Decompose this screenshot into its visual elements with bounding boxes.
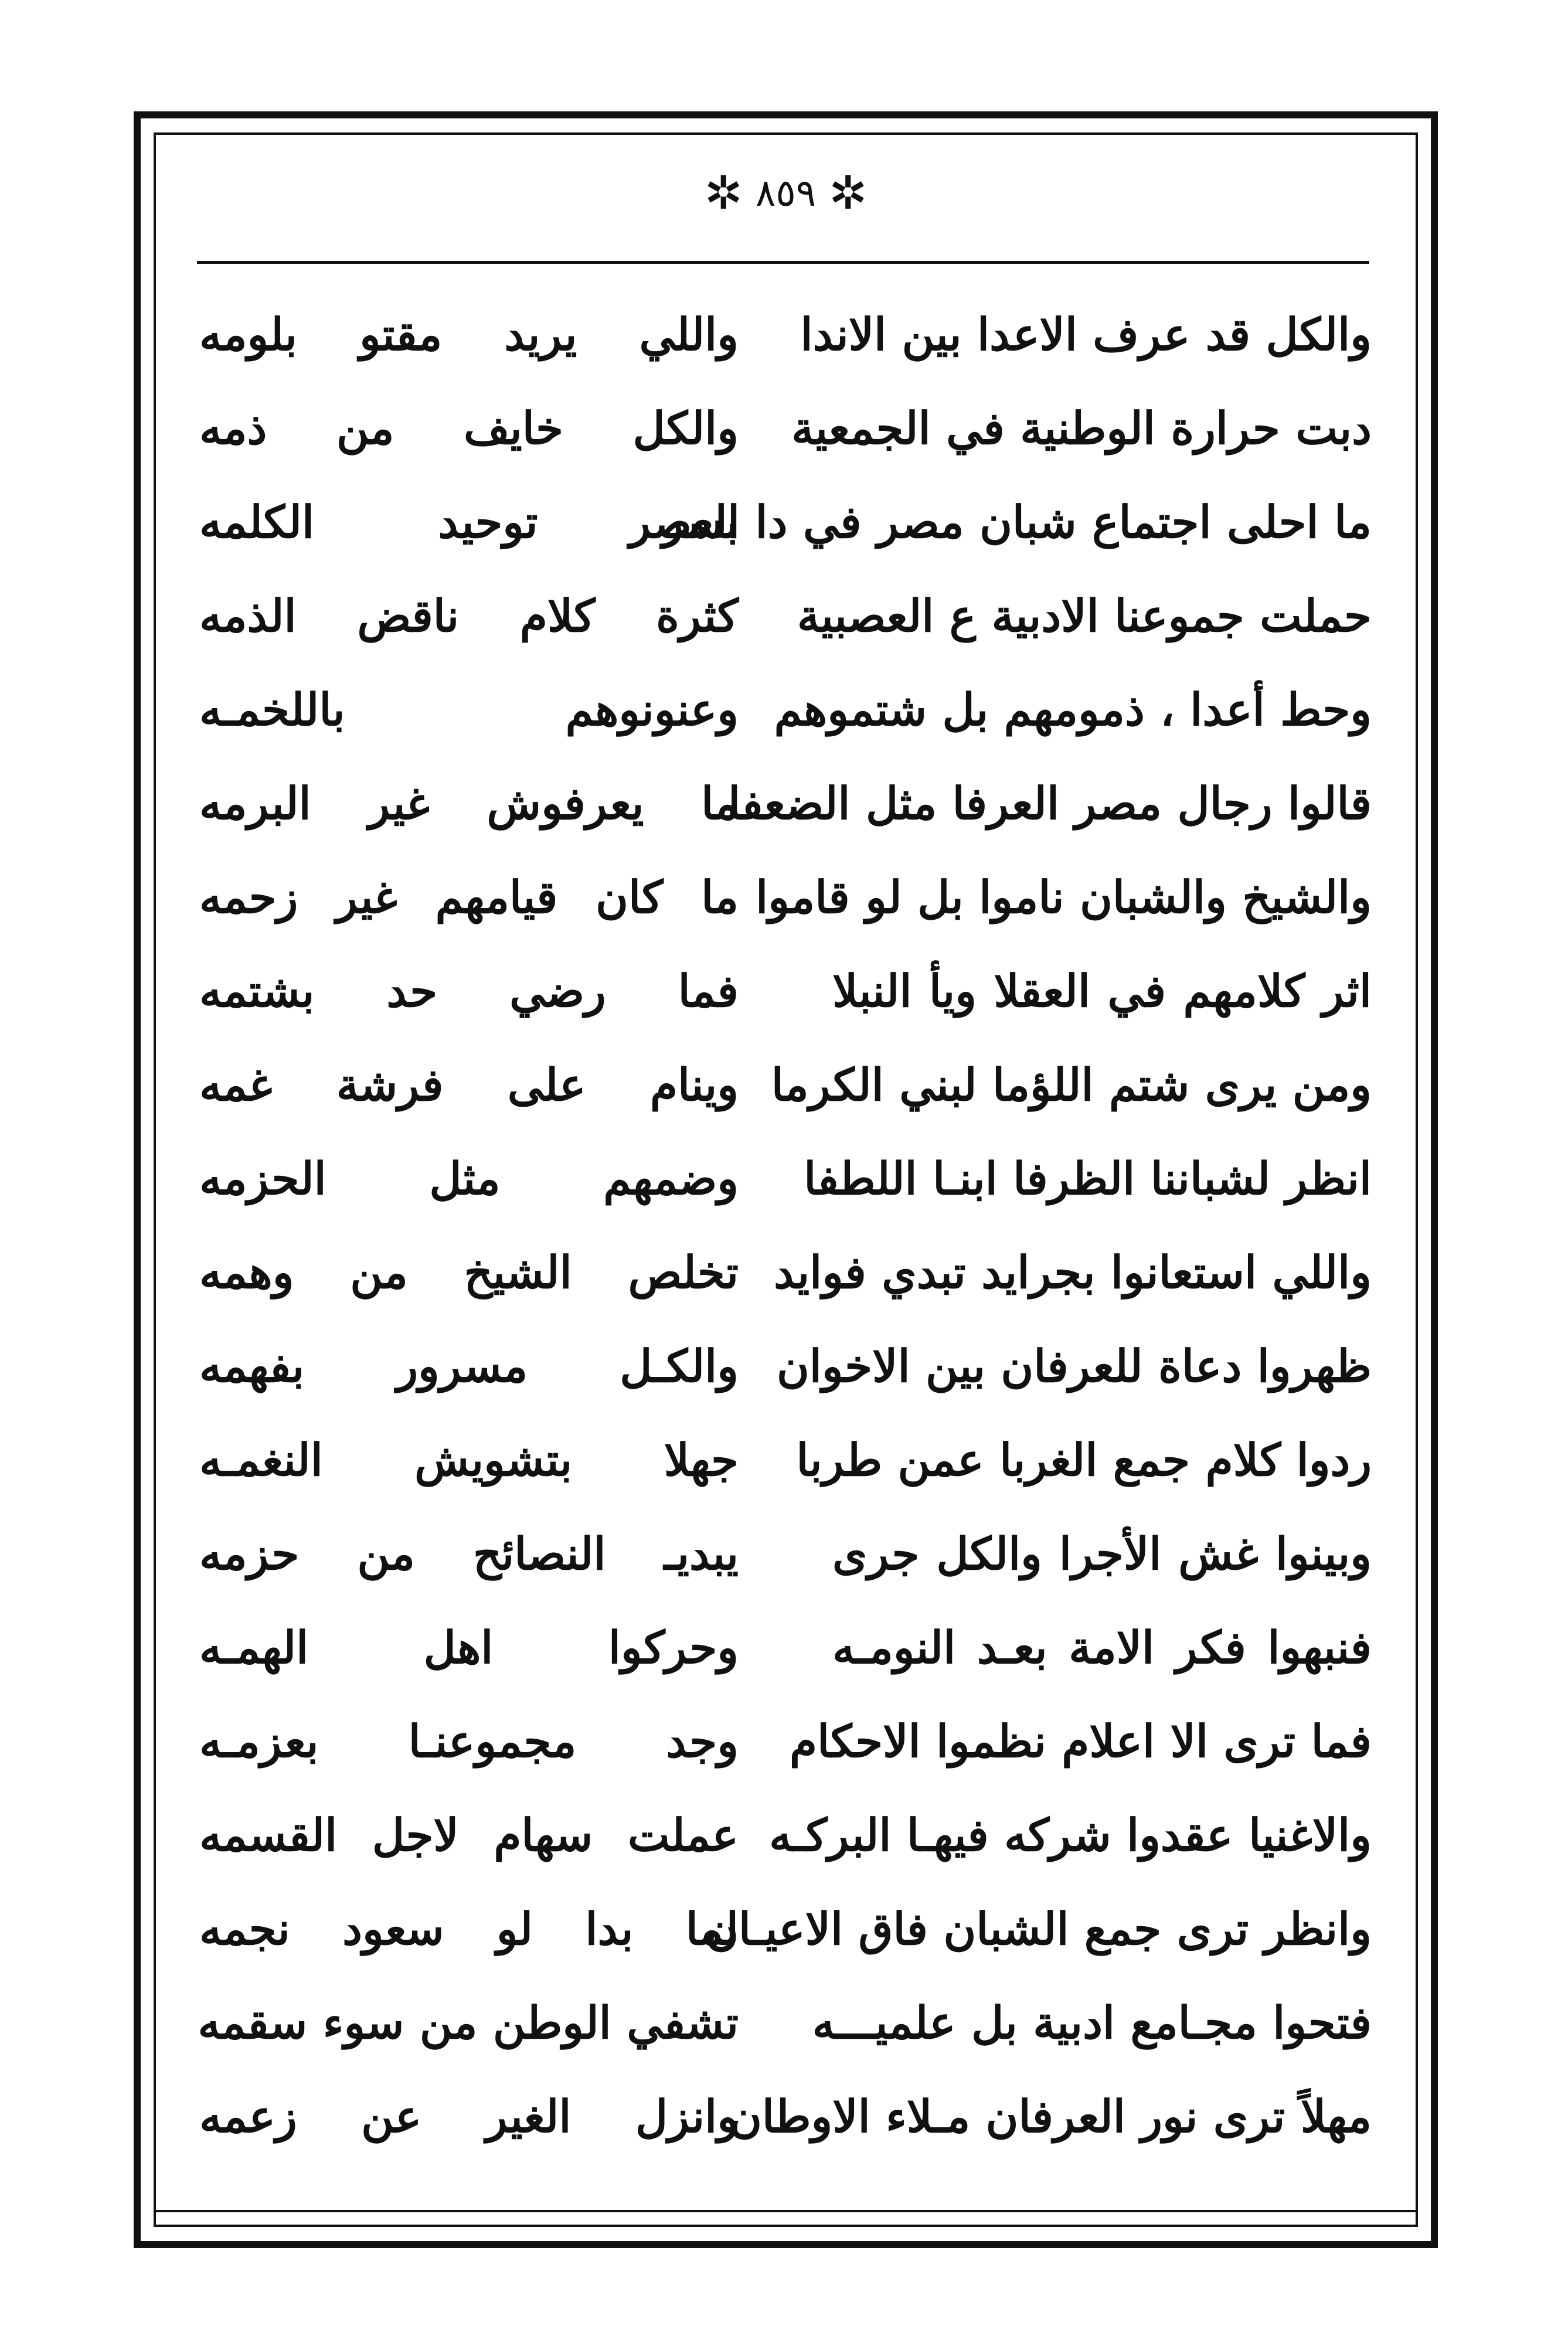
- verse-second-hemistich: واللي يريد مقتو بلومه: [199, 308, 739, 361]
- verse-first-hemistich: مهلاً ترى نور العرفان مـلاء الاوطان: [729, 2090, 1372, 2143]
- verse-first-hemistich: فما ترى الا اعلام نظموا الاحكام: [789, 1715, 1372, 1767]
- verse-second-hemistich: وينام على فرشة غمه: [199, 1058, 739, 1111]
- verse-second-hemistich: كثرة كلام ناقض الذمه: [199, 589, 739, 642]
- verse: [199, 850, 1372, 944]
- verse: [199, 1507, 1372, 1600]
- verse-second-hemistich: ما كان قيامهم غير زحمه: [199, 870, 739, 923]
- verse-first-hemistich: وبينوا غش الأجرا والكل جرى: [832, 1527, 1372, 1580]
- page-border-bottom-rule: [154, 2210, 1418, 2212]
- verse: [199, 569, 1372, 662]
- verse-first-hemistich: وحط أعدا ، ذمومهم بل شتموهم: [774, 683, 1372, 736]
- verse-second-hemistich: جهلا بتشويش النغمـه: [199, 1433, 739, 1486]
- verse-second-hemistich: وحركوا اهل الهمـه: [199, 1621, 739, 1674]
- verse-first-hemistich: انظر لشباننا الظرفا ابنـا اللطفا: [804, 1152, 1372, 1205]
- verse: [199, 1319, 1372, 1413]
- verse: [199, 1131, 1372, 1225]
- verse: [199, 475, 1372, 569]
- verse-first-hemistich: وانظر ترى جمع الشبان فاق الاعيـان: [706, 1902, 1372, 1955]
- verse-first-hemistich: حملت جموعنا الادبية ع العصبية: [797, 589, 1372, 642]
- verse: [199, 944, 1372, 1038]
- page-number: ٨٥٩: [755, 172, 817, 215]
- verse-second-hemistich: تخلص الشيخ من وهمه: [199, 1246, 739, 1298]
- verse: [199, 1975, 1372, 2069]
- verse-second-hemistich: وعنونوهم باللخمـه: [199, 683, 739, 736]
- verse-first-hemistich: دبت حرارة الوطنية في الجمعية: [791, 402, 1372, 454]
- verse: [199, 1225, 1372, 1319]
- verse: [199, 1600, 1372, 1694]
- verse-second-hemistich: والكل خايف من ذمه: [199, 402, 739, 454]
- verse: [199, 756, 1372, 850]
- verse-first-hemistich: ما احلى اجتماع شبان مصر في دا العصر: [629, 495, 1372, 548]
- verse: [199, 287, 1372, 381]
- verse-first-hemistich: والكل قد عرف الاعدا بين الاندا: [800, 308, 1372, 361]
- verse-second-hemistich: وجد مجموعنـا بعزمـه: [199, 1715, 739, 1767]
- verse: [199, 662, 1372, 756]
- verse-second-hemistich: بسر توحيد الكلمه: [199, 495, 739, 548]
- verse: [199, 1694, 1372, 1788]
- verse-first-hemistich: اثر كلامهم في العقلا ويأ النبلا: [832, 964, 1372, 1017]
- verse: [199, 381, 1372, 475]
- verse-second-hemistich: فما رضي حد بشتمه: [199, 964, 739, 1017]
- ornament-icon: ✲: [704, 167, 743, 220]
- verse-first-hemistich: فنبهوا فكر الامة بعـد النومـه: [832, 1621, 1372, 1674]
- verse-second-hemistich: ما يعرفوش غير البرمه: [199, 777, 739, 829]
- page-header: [154, 158, 1418, 229]
- verse-first-hemistich: ومن يرى شتم اللؤما لبني الكرما: [771, 1058, 1372, 1111]
- verse-second-hemistich: وانزل الغير عن زعمه: [199, 2090, 739, 2143]
- verse-first-hemistich: واللي استعانوا بجرايد تبدي فوايد: [774, 1246, 1372, 1298]
- poem: [199, 287, 1372, 2163]
- verse: [199, 1413, 1372, 1507]
- verse-first-hemistich: ظهروا دعاة للعرفان بين الاخوان: [776, 1339, 1372, 1392]
- verse: [199, 1882, 1372, 1975]
- verse-first-hemistich: فتحوا مجـامع ادبية بل علميـــه: [812, 1996, 1372, 2049]
- verse-first-hemistich: والاغنيا عقدوا شركه فيهـا البركـه: [769, 1808, 1372, 1861]
- verse-second-hemistich: والكـل مسرور بفهمه: [199, 1339, 739, 1392]
- verse-first-hemistich: والشيخ والشبان ناموا بل لو قاموا: [756, 870, 1372, 923]
- verse-second-hemistich: يبديـ النصائح من حزمه: [199, 1527, 739, 1580]
- verse-first-hemistich: قالوا رجال مصر العرفا مثل الضعفا: [728, 777, 1372, 829]
- verse: [199, 1788, 1372, 1882]
- verse-first-hemistich: ردوا كلام جمع الغربا عمن طربا: [796, 1433, 1372, 1486]
- verse: [199, 2069, 1372, 2163]
- ornament-icon: ✲: [829, 167, 868, 220]
- verse-second-hemistich: لما بدا لو سعود نجمه: [199, 1902, 739, 1955]
- verse-second-hemistich: عملت سهام لاجل القسمه: [199, 1808, 739, 1861]
- header-rule: [197, 261, 1369, 264]
- verse-second-hemistich: تشفي الوطن من سوء سقمه: [198, 1996, 739, 2049]
- verse-second-hemistich: وضمهم مثل الحزمه: [199, 1152, 739, 1205]
- verse: [199, 1038, 1372, 1131]
